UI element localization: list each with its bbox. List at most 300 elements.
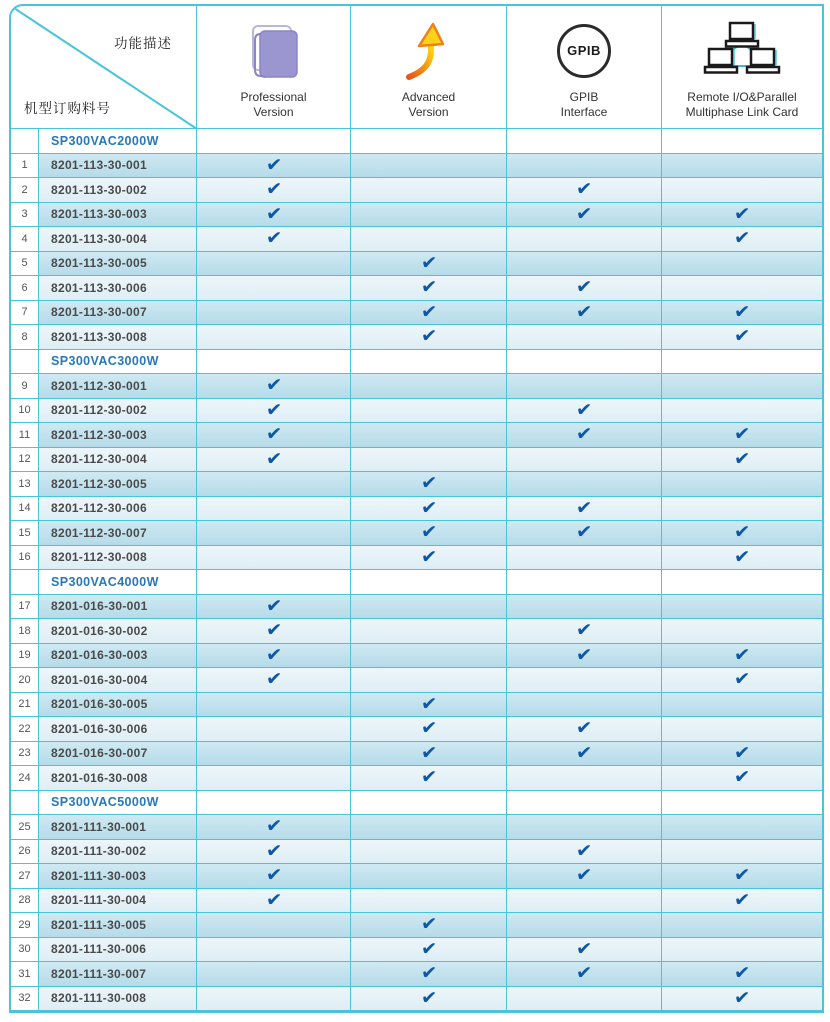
table-row: [11, 668, 822, 693]
row-number: 6: [11, 276, 39, 301]
check-cell: [351, 962, 507, 987]
part-number: 8201-111-30-006: [39, 938, 197, 963]
check-icon: ✔: [264, 595, 283, 618]
check-cell: [507, 374, 662, 399]
check-icon: ✔: [264, 864, 283, 887]
row-number: 26: [11, 840, 39, 865]
check-cell: [351, 595, 507, 620]
table-row: [11, 693, 822, 718]
check-icon: ✔: [264, 840, 283, 863]
check-cell: [351, 227, 507, 252]
check-cell: [197, 889, 351, 914]
check-icon: ✔: [419, 521, 438, 544]
check-cell: [662, 203, 822, 228]
table-row: [11, 840, 822, 865]
check-icon: ✔: [264, 448, 283, 471]
row-number: 23: [11, 742, 39, 767]
table-row: [11, 546, 822, 571]
check-icon: ✔: [419, 301, 438, 324]
check-cell: [507, 962, 662, 987]
check-cell: [197, 521, 351, 546]
check-cell: [662, 227, 822, 252]
check-cell: [197, 668, 351, 693]
check-cell: [197, 546, 351, 571]
row-number: 2: [11, 178, 39, 203]
check-cell: [662, 325, 822, 350]
order-matrix-table: [9, 4, 824, 1013]
part-number: 8201-111-30-007: [39, 962, 197, 987]
empty-cell: [507, 791, 662, 816]
check-cell: [197, 742, 351, 767]
row-number: 14: [11, 497, 39, 522]
check-cell: [507, 399, 662, 424]
table-row: [11, 644, 822, 669]
check-cell: [507, 276, 662, 301]
check-cell: [197, 448, 351, 473]
check-cell: [507, 178, 662, 203]
empty-cell: [351, 570, 507, 595]
check-cell: [197, 301, 351, 326]
check-cell: [507, 766, 662, 791]
check-icon: ✔: [733, 864, 751, 887]
check-cell: [197, 252, 351, 277]
row-number: 12: [11, 448, 39, 473]
check-icon: ✔: [419, 693, 438, 716]
check-cell: [507, 472, 662, 497]
check-icon: ✔: [264, 668, 283, 691]
check-cell: [507, 742, 662, 767]
part-number: 8201-113-30-008: [39, 325, 197, 350]
check-cell: [507, 668, 662, 693]
check-icon: ✔: [419, 497, 438, 520]
check-cell: [197, 595, 351, 620]
check-cell: [662, 840, 822, 865]
empty-cell: [351, 350, 507, 375]
part-number: 8201-016-30-004: [39, 668, 197, 693]
check-icon: ✔: [575, 276, 593, 299]
check-cell: [197, 938, 351, 963]
part-number: 8201-111-30-003: [39, 864, 197, 889]
check-cell: [351, 325, 507, 350]
check-cell: [507, 203, 662, 228]
check-cell: [197, 815, 351, 840]
check-cell: [662, 595, 822, 620]
column-header-gpib: [507, 6, 662, 129]
check-icon: ✔: [733, 325, 751, 348]
part-number: 8201-113-30-007: [39, 301, 197, 326]
part-number: 8201-112-30-007: [39, 521, 197, 546]
part-number: 8201-113-30-001: [39, 154, 197, 179]
check-icon: ✔: [575, 399, 593, 422]
part-number: 8201-111-30-008: [39, 987, 197, 1012]
row-number: 19: [11, 644, 39, 669]
check-cell: [662, 889, 822, 914]
part-number: 8201-112-30-004: [39, 448, 197, 473]
check-icon: ✔: [419, 766, 438, 789]
check-icon: ✔: [575, 864, 593, 887]
check-icon: ✔: [733, 742, 751, 765]
part-number: 8201-112-30-001: [39, 374, 197, 399]
check-icon: ✔: [733, 423, 751, 446]
check-icon: ✔: [419, 546, 438, 569]
check-cell: [351, 521, 507, 546]
check-cell: [507, 864, 662, 889]
check-cell: [351, 717, 507, 742]
model-name: SP300VAC2000W: [39, 129, 197, 154]
check-cell: [507, 717, 662, 742]
check-cell: [351, 644, 507, 669]
check-icon: ✔: [264, 644, 283, 667]
check-cell: [351, 423, 507, 448]
part-number: 8201-111-30-002: [39, 840, 197, 865]
corner-bottom-label: 机型订购料号: [24, 101, 111, 116]
header-row: [11, 6, 822, 129]
check-icon: ✔: [575, 619, 593, 642]
check-cell: [662, 668, 822, 693]
part-number: 8201-113-30-004: [39, 227, 197, 252]
check-icon: ✔: [733, 962, 751, 985]
check-cell: [507, 301, 662, 326]
row-number: 25: [11, 815, 39, 840]
check-cell: [197, 840, 351, 865]
check-cell: [662, 644, 822, 669]
empty-cell: [351, 129, 507, 154]
row-number: 9: [11, 374, 39, 399]
empty-cell: [197, 570, 351, 595]
check-cell: [507, 423, 662, 448]
table-row: [11, 252, 822, 277]
table-row: [11, 815, 822, 840]
row-number: 11: [11, 423, 39, 448]
column-label: Professional Version: [240, 89, 307, 120]
check-icon: ✔: [575, 742, 593, 765]
row-number: 7: [11, 301, 39, 326]
table-row: [11, 742, 822, 767]
check-cell: [351, 619, 507, 644]
row-number-cell: [11, 350, 39, 375]
row-number-cell: [11, 791, 39, 816]
check-icon: ✔: [733, 203, 751, 226]
check-cell: [507, 644, 662, 669]
check-cell: [197, 717, 351, 742]
check-icon: ✔: [419, 472, 438, 495]
check-cell: [662, 472, 822, 497]
check-cell: [197, 864, 351, 889]
check-cell: [507, 448, 662, 473]
check-icon: ✔: [733, 521, 751, 544]
check-icon: ✔: [264, 203, 283, 226]
column-header-professional: [197, 6, 351, 129]
check-cell: [351, 448, 507, 473]
check-icon: ✔: [419, 252, 438, 275]
row-number: 24: [11, 766, 39, 791]
check-cell: [351, 301, 507, 326]
row-number: 10: [11, 399, 39, 424]
table-row: [11, 325, 822, 350]
check-cell: [662, 301, 822, 326]
check-icon: ✔: [733, 889, 751, 912]
empty-cell: [197, 350, 351, 375]
part-number: 8201-111-30-004: [39, 889, 197, 914]
check-cell: [197, 325, 351, 350]
row-number: 8: [11, 325, 39, 350]
check-cell: [197, 619, 351, 644]
part-number: 8201-016-30-007: [39, 742, 197, 767]
check-cell: [351, 399, 507, 424]
check-cell: [351, 864, 507, 889]
row-number: 3: [11, 203, 39, 228]
corner-top-label: 功能描述: [114, 36, 172, 51]
check-cell: [662, 987, 822, 1012]
column-header-advanced: [351, 6, 507, 129]
check-cell: [351, 178, 507, 203]
part-number: 8201-112-30-008: [39, 546, 197, 571]
check-cell: [351, 497, 507, 522]
row-number: 32: [11, 987, 39, 1012]
check-icon: ✔: [575, 301, 593, 324]
empty-cell: [507, 350, 662, 375]
check-cell: [662, 448, 822, 473]
part-number: 8201-111-30-005: [39, 913, 197, 938]
table-row: [11, 889, 822, 914]
row-number: 22: [11, 717, 39, 742]
check-icon: ✔: [733, 668, 751, 691]
check-cell: [197, 178, 351, 203]
table-row: [11, 938, 822, 963]
part-number: 8201-016-30-008: [39, 766, 197, 791]
row-number: 17: [11, 595, 39, 620]
check-icon: ✔: [264, 399, 283, 422]
row-number: 31: [11, 962, 39, 987]
check-cell: [507, 938, 662, 963]
table-row: [11, 717, 822, 742]
row-number: 18: [11, 619, 39, 644]
row-number: 15: [11, 521, 39, 546]
gpib-circle-icon: GPIB: [557, 12, 611, 90]
check-icon: ✔: [575, 521, 593, 544]
check-icon: ✔: [419, 962, 438, 985]
table-row: [11, 448, 822, 473]
empty-cell: [351, 791, 507, 816]
table-row: [11, 766, 822, 791]
table-row: [11, 595, 822, 620]
table-row: [11, 301, 822, 326]
empty-cell: [662, 791, 822, 816]
check-cell: [507, 693, 662, 718]
part-number: 8201-016-30-002: [39, 619, 197, 644]
check-cell: [197, 374, 351, 399]
check-cell: [351, 154, 507, 179]
check-cell: [662, 962, 822, 987]
empty-cell: [507, 570, 662, 595]
check-cell: [197, 154, 351, 179]
book-icon: [245, 12, 303, 90]
check-cell: [351, 913, 507, 938]
check-cell: [507, 154, 662, 179]
check-cell: [351, 938, 507, 963]
table-row: [11, 497, 822, 522]
check-icon: ✔: [264, 619, 283, 642]
check-icon: ✔: [264, 178, 283, 201]
part-number: 8201-016-30-005: [39, 693, 197, 718]
check-cell: [662, 546, 822, 571]
check-cell: [351, 276, 507, 301]
check-cell: [662, 693, 822, 718]
check-cell: [197, 987, 351, 1012]
check-cell: [507, 227, 662, 252]
check-cell: [197, 913, 351, 938]
column-label: Remote I/O&Parallel Multiphase Link Card: [685, 89, 799, 120]
check-icon: ✔: [733, 448, 751, 471]
check-cell: [351, 742, 507, 767]
check-cell: [351, 374, 507, 399]
check-icon: ✔: [575, 962, 593, 985]
check-cell: [197, 766, 351, 791]
check-icon: ✔: [575, 203, 593, 226]
check-cell: [507, 595, 662, 620]
row-number: 4: [11, 227, 39, 252]
check-icon: ✔: [733, 766, 751, 789]
section-row: [11, 570, 822, 595]
row-number: 13: [11, 472, 39, 497]
check-cell: [197, 227, 351, 252]
part-number: 8201-112-30-002: [39, 399, 197, 424]
part-number: 8201-112-30-006: [39, 497, 197, 522]
check-cell: [507, 497, 662, 522]
check-cell: [197, 644, 351, 669]
check-icon: ✔: [264, 374, 283, 397]
network-computers-icon: [700, 12, 784, 90]
check-cell: [662, 619, 822, 644]
check-cell: [197, 276, 351, 301]
check-cell: [507, 546, 662, 571]
growth-arrow-icon: [403, 12, 455, 90]
part-number: 8201-113-30-003: [39, 203, 197, 228]
check-cell: [351, 668, 507, 693]
check-icon: ✔: [419, 913, 438, 936]
part-number: 8201-016-30-003: [39, 644, 197, 669]
check-icon: ✔: [419, 987, 438, 1010]
check-cell: [351, 987, 507, 1012]
column-label: Advanced Version: [401, 89, 456, 120]
table-row: [11, 987, 822, 1012]
check-cell: [662, 521, 822, 546]
check-cell: [351, 203, 507, 228]
part-number: 8201-113-30-005: [39, 252, 197, 277]
check-icon: ✔: [419, 742, 438, 765]
check-cell: [197, 472, 351, 497]
table-row: [11, 276, 822, 301]
check-cell: [662, 497, 822, 522]
check-cell: [662, 399, 822, 424]
part-number: 8201-113-30-002: [39, 178, 197, 203]
check-icon: ✔: [264, 227, 283, 250]
check-cell: [507, 619, 662, 644]
row-number: 30: [11, 938, 39, 963]
check-cell: [197, 423, 351, 448]
check-cell: [507, 913, 662, 938]
check-cell: [507, 325, 662, 350]
part-number: 8201-111-30-001: [39, 815, 197, 840]
table-row: [11, 472, 822, 497]
empty-cell: [662, 350, 822, 375]
check-icon: ✔: [575, 938, 593, 961]
row-number-cell: [11, 129, 39, 154]
check-icon: ✔: [575, 423, 593, 446]
empty-cell: [507, 129, 662, 154]
row-number: 5: [11, 252, 39, 277]
check-icon: ✔: [575, 840, 593, 863]
check-cell: [662, 276, 822, 301]
empty-cell: [662, 570, 822, 595]
check-cell: [662, 913, 822, 938]
check-icon: ✔: [733, 644, 751, 667]
table-row: [11, 399, 822, 424]
check-cell: [351, 546, 507, 571]
check-cell: [507, 889, 662, 914]
check-cell: [197, 203, 351, 228]
check-icon: ✔: [575, 497, 593, 520]
check-cell: [197, 962, 351, 987]
check-icon: ✔: [419, 276, 438, 299]
check-icon: ✔: [264, 815, 283, 838]
check-cell: [662, 252, 822, 277]
check-cell: [351, 693, 507, 718]
column-header-remote-io: [662, 6, 822, 129]
model-name: SP300VAC5000W: [39, 791, 197, 816]
check-icon: ✔: [264, 154, 283, 177]
table-row: [11, 154, 822, 179]
check-cell: [662, 178, 822, 203]
check-cell: [351, 252, 507, 277]
table-row: [11, 521, 822, 546]
check-cell: [351, 840, 507, 865]
table-row: [11, 864, 822, 889]
row-number: 21: [11, 693, 39, 718]
row-number-cell: [11, 570, 39, 595]
table-row: [11, 423, 822, 448]
check-cell: [197, 693, 351, 718]
check-cell: [662, 815, 822, 840]
table-body: [11, 129, 822, 1011]
model-name: SP300VAC4000W: [39, 570, 197, 595]
table-row: [11, 913, 822, 938]
part-number: 8201-112-30-003: [39, 423, 197, 448]
check-cell: [507, 252, 662, 277]
check-icon: ✔: [733, 301, 751, 324]
check-icon: ✔: [419, 325, 438, 348]
check-icon: ✔: [264, 889, 283, 912]
section-row: [11, 129, 822, 154]
check-cell: [662, 938, 822, 963]
check-cell: [662, 742, 822, 767]
table-row: [11, 374, 822, 399]
check-cell: [662, 423, 822, 448]
table-row: [11, 227, 822, 252]
table-row: [11, 203, 822, 228]
check-cell: [351, 472, 507, 497]
check-cell: [662, 766, 822, 791]
table-row: [11, 619, 822, 644]
part-number: 8201-016-30-001: [39, 595, 197, 620]
check-cell: [662, 154, 822, 179]
corner-header-cell: [11, 6, 197, 129]
check-cell: [197, 497, 351, 522]
check-cell: [662, 374, 822, 399]
check-icon: ✔: [733, 227, 751, 250]
section-row: [11, 350, 822, 375]
check-cell: [351, 766, 507, 791]
